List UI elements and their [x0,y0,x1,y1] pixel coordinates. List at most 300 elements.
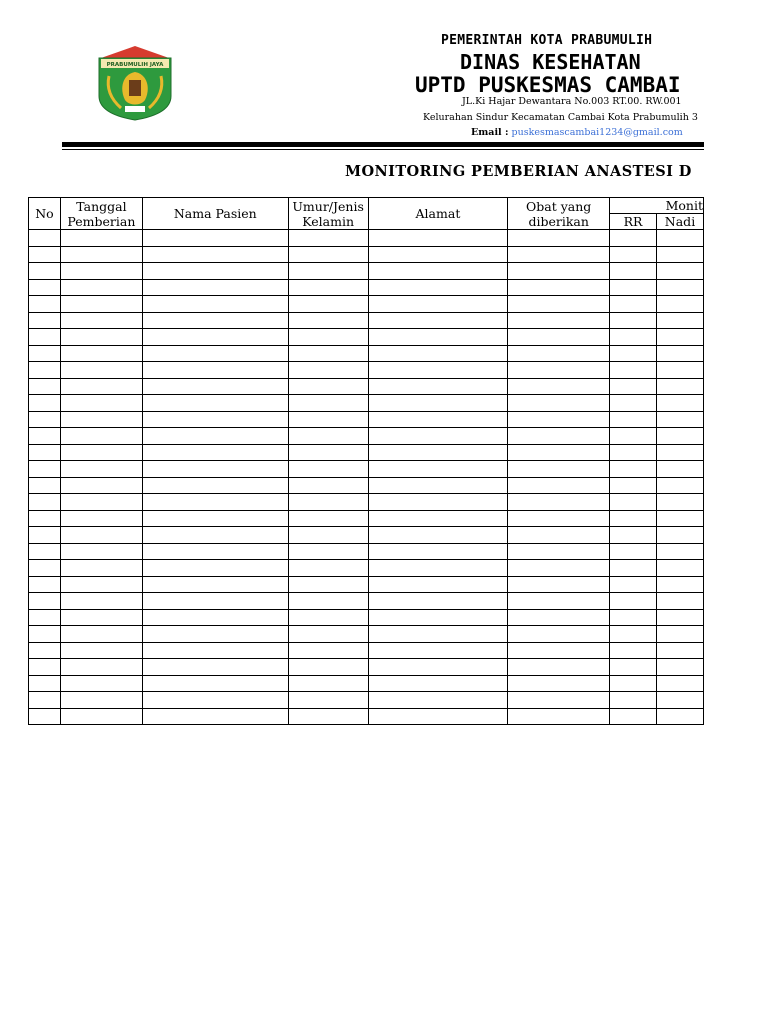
table-cell[interactable] [29,362,61,379]
table-cell[interactable] [657,477,704,494]
table-cell[interactable] [368,494,508,511]
table-cell[interactable] [60,642,142,659]
col-header-tanggal [60,198,142,230]
table-cell[interactable] [142,675,288,692]
unit-name: UPTD PUSKESMAS CAMBAI [415,73,681,97]
table-cell[interactable] [368,510,508,527]
table-row [29,461,704,478]
table-row [29,543,704,560]
table-cell[interactable] [610,527,657,544]
table-cell[interactable] [610,395,657,412]
table-cell[interactable] [508,378,610,395]
table-cell[interactable] [142,296,288,313]
table-cell[interactable] [60,708,142,725]
table-cell[interactable] [29,378,61,395]
table-cell[interactable] [610,411,657,428]
table-cell[interactable] [142,560,288,577]
email-label: Email : [471,127,509,138]
table-cell[interactable] [288,708,368,725]
table-body [29,230,704,725]
table-row [29,312,704,329]
table-cell[interactable] [142,527,288,544]
table-cell[interactable] [508,263,610,280]
table-cell[interactable] [60,362,142,379]
table-cell[interactable] [508,230,610,247]
table-row [29,329,704,346]
table-cell[interactable] [142,230,288,247]
table-cell[interactable] [657,560,704,577]
table-cell[interactable] [610,444,657,461]
table-cell[interactable] [368,345,508,362]
table-cell[interactable] [508,609,610,626]
col-header-monitoring-group: Monit [610,198,704,214]
table-header-row [29,198,704,214]
table-cell[interactable] [29,411,61,428]
table-row [29,477,704,494]
table-cell[interactable] [29,296,61,313]
table-cell[interactable] [288,659,368,676]
table-cell[interactable] [368,609,508,626]
table-cell[interactable] [142,692,288,709]
table-cell[interactable] [368,576,508,593]
table-cell[interactable] [60,378,142,395]
table-cell[interactable] [142,659,288,676]
col-header-no: No [29,198,61,230]
table-cell[interactable] [610,543,657,560]
table-cell[interactable] [657,230,704,247]
table-cell[interactable] [60,444,142,461]
table-cell[interactable] [508,675,610,692]
table-cell[interactable] [368,312,508,329]
table-cell[interactable] [29,675,61,692]
table-cell[interactable] [60,626,142,643]
table-cell[interactable] [610,263,657,280]
header-divider-thick [62,142,704,147]
logo-text: PRABUMULIH JAYA [106,62,164,68]
table-cell[interactable] [657,659,704,676]
table-cell[interactable] [29,329,61,346]
col-header-obat-line1: Obat yang [526,198,592,214]
table-cell[interactable] [60,659,142,676]
table-cell[interactable] [142,543,288,560]
table-row [29,444,704,461]
table-cell[interactable] [288,246,368,263]
col-header-obat [508,198,610,230]
table-cell[interactable] [288,609,368,626]
table-cell[interactable] [60,609,142,626]
table-cell[interactable] [657,428,704,445]
table-cell[interactable] [610,378,657,395]
table-row [29,675,704,692]
table-cell[interactable] [368,527,508,544]
table-cell[interactable] [288,593,368,610]
table-row [29,642,704,659]
table-cell[interactable] [508,692,610,709]
table-cell[interactable] [142,362,288,379]
col-header-rr: RR [610,214,657,230]
table-cell[interactable] [60,477,142,494]
col-header-tanggal-line1: Tanggal [76,198,127,214]
table-cell[interactable] [29,461,61,478]
table-cell[interactable] [288,345,368,362]
table-cell[interactable] [368,362,508,379]
table-cell[interactable] [142,312,288,329]
table-cell[interactable] [657,543,704,560]
table-cell[interactable] [508,626,610,643]
col-header-umur [288,198,368,230]
table-cell[interactable] [610,576,657,593]
table-cell[interactable] [29,642,61,659]
table-row [29,230,704,247]
table-cell[interactable] [288,692,368,709]
table-cell[interactable] [29,246,61,263]
table-cell[interactable] [60,428,142,445]
table-cell[interactable] [29,708,61,725]
table-cell[interactable] [508,411,610,428]
table-cell[interactable] [610,659,657,676]
table-cell[interactable] [368,560,508,577]
table-cell[interactable] [657,263,704,280]
col-header-nama: Nama Pasien [142,198,288,230]
table-cell[interactable] [657,279,704,296]
table-cell[interactable] [288,362,368,379]
table-cell[interactable] [368,692,508,709]
table-cell[interactable] [610,593,657,610]
table-cell[interactable] [610,642,657,659]
table-cell[interactable] [60,560,142,577]
col-header-umur-line1: Umur/Jenis [292,198,364,214]
table-cell[interactable] [508,708,610,725]
table-cell[interactable] [60,675,142,692]
table-cell[interactable] [29,593,61,610]
table-cell[interactable] [142,609,288,626]
table-cell[interactable] [657,444,704,461]
col-header-tanggal-line2: Pemberian [67,213,136,229]
table-cell[interactable] [142,593,288,610]
table-cell[interactable] [60,593,142,610]
table-cell[interactable] [60,279,142,296]
table-cell[interactable] [657,576,704,593]
address-line: JL.Ki Hajar Dewantara No.003 RT.00. RW.001 [462,96,682,107]
table-cell[interactable] [368,461,508,478]
table-cell[interactable] [142,263,288,280]
table-row [29,527,704,544]
table-cell[interactable] [29,263,61,280]
col-header-umur-line2: Kelamin [302,213,355,229]
table-cell[interactable] [657,626,704,643]
table-cell[interactable] [508,246,610,263]
table-cell[interactable] [142,708,288,725]
table-cell[interactable] [368,279,508,296]
table-cell[interactable] [508,593,610,610]
table-cell[interactable] [368,708,508,725]
table-cell[interactable] [288,263,368,280]
table-cell[interactable] [508,543,610,560]
table-cell[interactable] [610,230,657,247]
table-row [29,362,704,379]
table-cell[interactable] [508,296,610,313]
table-cell[interactable] [142,494,288,511]
header-divider-thin [62,149,704,150]
table-cell[interactable] [508,477,610,494]
table-cell[interactable] [368,675,508,692]
table-cell[interactable] [657,362,704,379]
col-header-alamat: Alamat [368,198,508,230]
table-cell[interactable] [60,494,142,511]
table-cell[interactable] [142,477,288,494]
table-cell[interactable] [508,279,610,296]
table-cell[interactable] [657,609,704,626]
table-row [29,263,704,280]
table-cell[interactable] [508,428,610,445]
table-cell[interactable] [60,263,142,280]
table-cell[interactable] [288,444,368,461]
table-cell[interactable] [508,510,610,527]
table-cell[interactable] [288,395,368,412]
table-cell[interactable] [288,312,368,329]
table-cell[interactable] [288,411,368,428]
table-cell[interactable] [657,345,704,362]
table-cell[interactable] [60,246,142,263]
table-row [29,560,704,577]
table-cell[interactable] [508,659,610,676]
table-row [29,692,704,709]
col-header-nadi: Nadi [657,214,704,230]
table-row [29,576,704,593]
table-cell[interactable] [142,279,288,296]
email-line [471,127,683,138]
table-row [29,510,704,527]
table-cell[interactable] [657,692,704,709]
table-cell[interactable] [60,527,142,544]
table-cell[interactable] [657,708,704,725]
table-cell[interactable] [288,675,368,692]
table-cell[interactable] [508,329,610,346]
col-header-obat-line2: diberikan [528,213,589,229]
table-cell[interactable] [657,675,704,692]
table-cell[interactable] [368,444,508,461]
table-cell[interactable] [610,560,657,577]
table-row [29,279,704,296]
table-cell[interactable] [142,378,288,395]
table-cell[interactable] [657,395,704,412]
table-cell[interactable] [508,444,610,461]
monitoring-table [28,197,704,725]
table-cell[interactable] [657,296,704,313]
table-cell[interactable] [610,708,657,725]
table-cell[interactable] [288,296,368,313]
table-cell[interactable] [610,461,657,478]
table-cell[interactable] [60,296,142,313]
table-cell[interactable] [610,609,657,626]
table-cell[interactable] [657,312,704,329]
table-cell[interactable] [657,593,704,610]
table-cell[interactable] [657,329,704,346]
table-cell[interactable] [60,312,142,329]
table-cell[interactable] [657,378,704,395]
table-cell[interactable] [60,345,142,362]
table-cell[interactable] [60,543,142,560]
table-cell[interactable] [368,411,508,428]
table-cell[interactable] [288,510,368,527]
table-cell[interactable] [610,362,657,379]
table-cell[interactable] [288,378,368,395]
table-cell[interactable] [610,692,657,709]
table-cell[interactable] [610,494,657,511]
table-cell[interactable] [288,626,368,643]
table-cell[interactable] [610,510,657,527]
table-cell[interactable] [610,428,657,445]
table-row [29,609,704,626]
table-row [29,626,704,643]
table-row [29,296,704,313]
table-cell[interactable] [29,576,61,593]
document-title: MONITORING PEMBERIAN ANASTESI D [345,163,692,180]
table-cell[interactable] [60,510,142,527]
table-cell[interactable] [288,527,368,544]
table-cell[interactable] [29,395,61,412]
table-row [29,428,704,445]
table-cell[interactable] [610,279,657,296]
table-cell[interactable] [657,246,704,263]
table-cell[interactable] [368,378,508,395]
table-cell[interactable] [288,642,368,659]
table-cell[interactable] [508,362,610,379]
table-cell[interactable] [29,494,61,511]
table-cell[interactable] [29,692,61,709]
table-cell[interactable] [142,510,288,527]
table-cell[interactable] [368,230,508,247]
table-cell[interactable] [29,477,61,494]
table-cell[interactable] [508,345,610,362]
table-cell[interactable] [142,246,288,263]
table-cell[interactable] [288,329,368,346]
department-name: DINAS KESEHATAN [460,50,641,74]
table-cell[interactable] [610,312,657,329]
table-cell[interactable] [657,642,704,659]
table-cell[interactable] [508,395,610,412]
table-row [29,659,704,676]
table-cell[interactable] [368,395,508,412]
table-row [29,378,704,395]
table-cell[interactable] [142,461,288,478]
table-cell[interactable] [368,543,508,560]
table-cell[interactable] [142,626,288,643]
table-row [29,395,704,412]
table-cell[interactable] [610,296,657,313]
table-cell[interactable] [610,329,657,346]
table-cell[interactable] [610,626,657,643]
table-cell[interactable] [508,560,610,577]
table-cell[interactable] [508,312,610,329]
table-cell[interactable] [368,329,508,346]
table-cell[interactable] [368,642,508,659]
table-cell[interactable] [60,692,142,709]
table-cell[interactable] [29,279,61,296]
table-cell[interactable] [610,345,657,362]
table-cell[interactable] [508,527,610,544]
table-cell[interactable] [60,395,142,412]
table-cell[interactable] [29,428,61,445]
table-cell[interactable] [29,543,61,560]
table-cell[interactable] [368,626,508,643]
table-cell[interactable] [368,263,508,280]
table-cell[interactable] [60,230,142,247]
table-cell[interactable] [142,444,288,461]
table-cell[interactable] [142,329,288,346]
table-row [29,246,704,263]
table-cell[interactable] [29,659,61,676]
table-cell[interactable] [29,626,61,643]
table-cell[interactable] [29,444,61,461]
table-cell[interactable] [368,477,508,494]
table-cell[interactable] [288,279,368,296]
table-cell[interactable] [288,428,368,445]
subdistrict-line: Kelurahan Sindur Kecamatan Cambai Kota Prabumulih 3 [423,112,698,123]
table-cell[interactable] [288,494,368,511]
table-cell[interactable] [368,659,508,676]
table-row [29,411,704,428]
table-cell[interactable] [610,675,657,692]
table-cell[interactable] [29,609,61,626]
table-cell[interactable] [368,593,508,610]
table-cell[interactable] [142,642,288,659]
city-emblem-logo [95,44,175,122]
table-cell[interactable] [29,312,61,329]
table-cell[interactable] [288,461,368,478]
table-cell[interactable] [610,477,657,494]
table-row [29,494,704,511]
table-cell[interactable] [288,560,368,577]
table-cell[interactable] [288,230,368,247]
table-cell[interactable] [142,428,288,445]
table-cell[interactable] [142,411,288,428]
table-cell[interactable] [508,494,610,511]
table-cell[interactable] [657,494,704,511]
table-cell[interactable] [142,395,288,412]
table-row [29,345,704,362]
table-cell[interactable] [29,560,61,577]
table-cell[interactable] [368,246,508,263]
table-cell[interactable] [508,642,610,659]
table-cell[interactable] [657,461,704,478]
government-name: PEMERINTAH KOTA PRABUMULIH [441,33,653,48]
table-cell[interactable] [29,510,61,527]
table-cell[interactable] [142,576,288,593]
table-cell[interactable] [60,329,142,346]
table-cell[interactable] [60,576,142,593]
table-cell[interactable] [288,477,368,494]
table-row [29,593,704,610]
table-cell[interactable] [142,345,288,362]
table-cell[interactable] [29,345,61,362]
table-cell[interactable] [657,527,704,544]
table-cell[interactable] [508,576,610,593]
table-cell[interactable] [288,543,368,560]
table-cell[interactable] [29,230,61,247]
table-cell[interactable] [657,510,704,527]
table-cell[interactable] [657,411,704,428]
table-cell[interactable] [60,461,142,478]
table-cell[interactable] [610,246,657,263]
table-cell[interactable] [29,527,61,544]
table-cell[interactable] [288,576,368,593]
table-cell[interactable] [368,428,508,445]
table-cell[interactable] [368,296,508,313]
table-cell[interactable] [60,411,142,428]
email-link[interactable]: puskesmascambai1234@gmail.com [511,127,683,138]
table-cell[interactable] [508,461,610,478]
